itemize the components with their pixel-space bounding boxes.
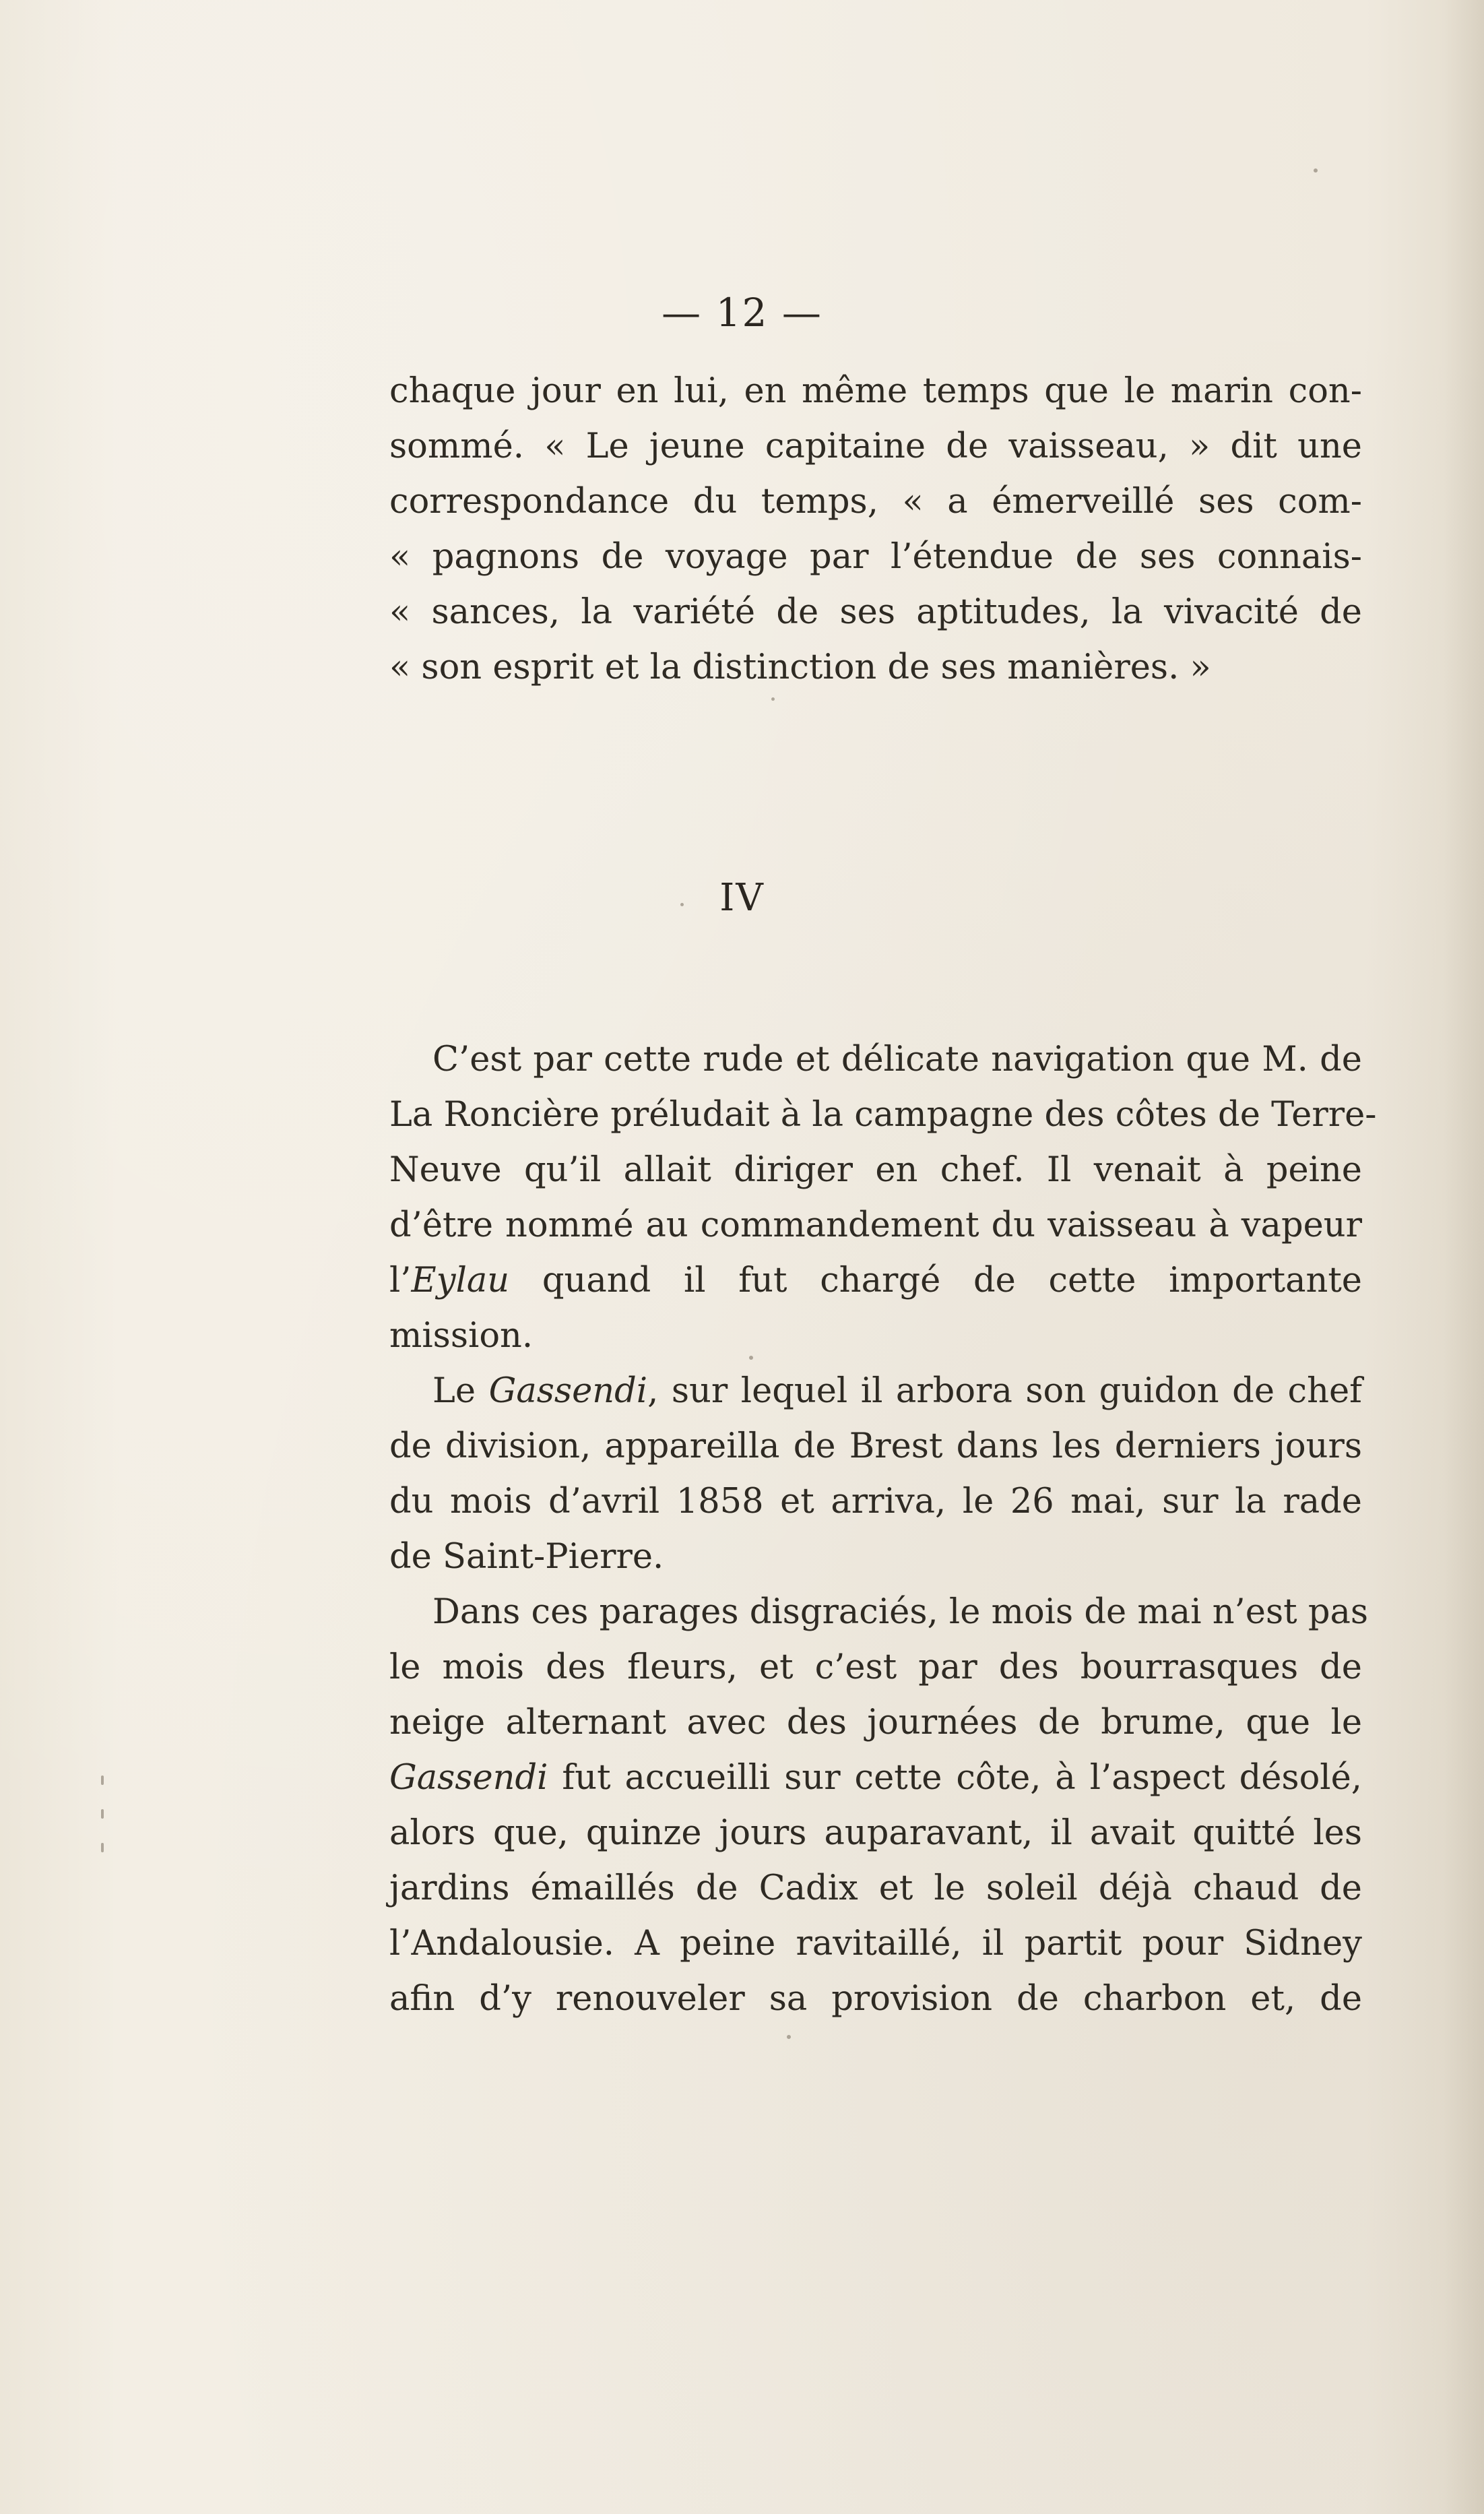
- text-fragment: , sur lequel il arbora son guidon de chef: [647, 1371, 1363, 1411]
- text-line: l’Andalousie. A peine ravitaillé, il partit pour Sidney: [389, 1924, 1362, 1963]
- text-line: C’est par cette rude et délicate navigation que M. de: [432, 1040, 1362, 1079]
- text-line: « son esprit et la distinction de ses manières. »: [389, 648, 1211, 687]
- paper-speck: [771, 697, 775, 701]
- paragraph-gassendi: [389, 1364, 1362, 1585]
- text-fragment: quand il fut chargé de cette importante: [509, 1261, 1362, 1300]
- page-number: — 12 —: [662, 290, 822, 336]
- paper-speck: [1314, 168, 1318, 172]
- text-line: le mois des fleurs, et c’est par des bourrasques de: [389, 1647, 1362, 1687]
- text-fragment: Le: [432, 1371, 489, 1411]
- text-line: mission.: [389, 1316, 534, 1356]
- text-line: Neuve qu’il allait diriger en chef. Il venait à peine: [389, 1150, 1362, 1190]
- paragraph-la-ronciere: [389, 1032, 1377, 1364]
- ship-name-italic: Gassendi: [488, 1371, 648, 1411]
- text-fragment: fut accueilli sur cette côte, à l’aspect désolé,: [548, 1758, 1362, 1798]
- text-line: chaque jour en lui, en même temps que le marin con-: [389, 371, 1362, 411]
- text-line: alors que, quinze jours auparavant, il avait quitté les: [389, 1813, 1362, 1853]
- ship-name-italic: Gassendi: [389, 1758, 548, 1798]
- text-line: d’être nommé au commandement du vaisseau à vapeur: [389, 1205, 1362, 1245]
- text-line: Dans ces parages disgraciés, le mois de mai n’est pas: [432, 1592, 1369, 1632]
- ship-name-italic: Eylau: [411, 1261, 510, 1300]
- text-line: « sances, la variété de ses aptitudes, la vivacité de: [389, 592, 1362, 632]
- text-line: « pagnons de voyage par l’étendue de ses connais-: [389, 537, 1362, 577]
- text-line: de division, appareilla de Brest dans les derniers jours: [389, 1426, 1362, 1466]
- text-line: [389, 1751, 1362, 1806]
- text-line: du mois d’avril 1858 et arriva, le 26 mai, sur la rade: [389, 1482, 1362, 1521]
- text-line: de Saint-Pierre.: [389, 1537, 664, 1577]
- text-fragment: l’: [389, 1261, 412, 1300]
- paper-speck: [101, 1775, 104, 1785]
- paragraph-continuation: [389, 364, 1362, 695]
- text-line: sommé. « Le jeune capitaine de vaisseau, » dit une: [389, 427, 1362, 466]
- paper-speck: [787, 2035, 791, 2039]
- paper-speck: [101, 1809, 104, 1819]
- text-line: La Roncière préludait à la campagne des côtes de Terre-: [389, 1095, 1377, 1135]
- paper-speck: [749, 1356, 753, 1360]
- text-line: correspondance du temps, « a émerveillé ses com-: [389, 482, 1362, 522]
- text-line: jardins émaillés de Cadix et le soleil déjà chaud de: [389, 1868, 1362, 1908]
- text-line: afin d’y renouveler sa provision de charbon et, de: [389, 1979, 1362, 2019]
- page-gutter-shadow: [1444, 0, 1484, 2514]
- section-heading: IV: [719, 876, 765, 920]
- text-line: neige alternant avec des journées de brume, que le: [389, 1703, 1362, 1742]
- text-line: [389, 1253, 1362, 1309]
- paper-speck: [101, 1843, 104, 1852]
- paper-speck: [680, 903, 684, 906]
- text-line: [389, 1364, 1362, 1419]
- paragraph-parages: [389, 1585, 1369, 2027]
